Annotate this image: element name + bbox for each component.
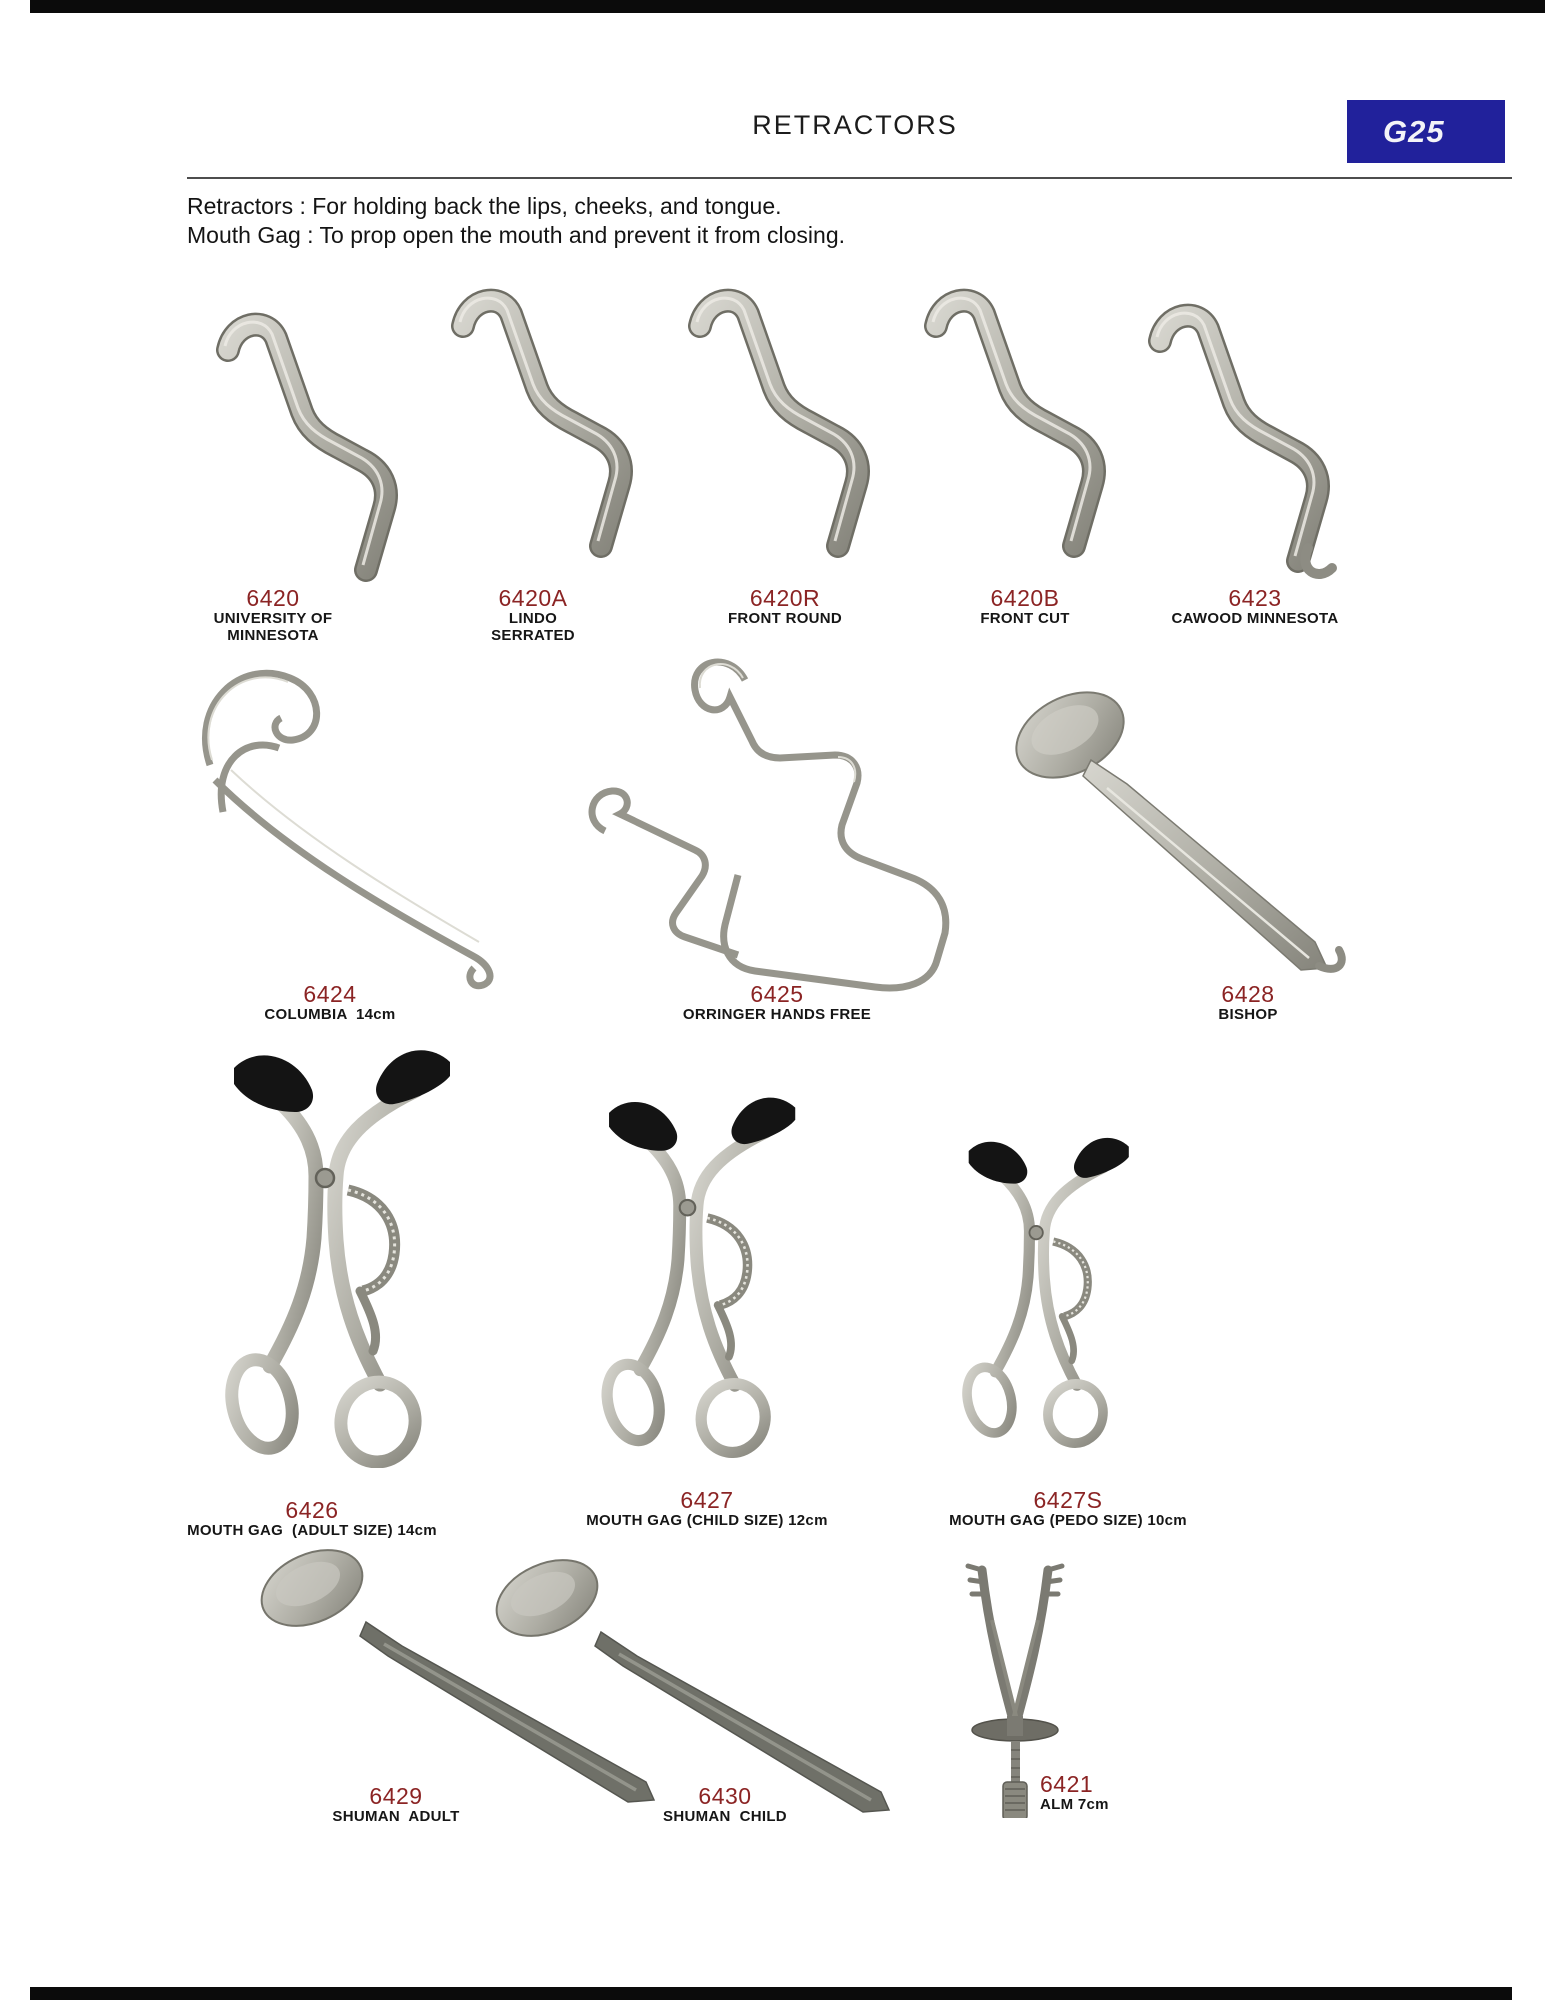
product-name-line: MOUTH GAG (CHILD SIZE) 12cm — [586, 1512, 828, 1529]
page-code-tab — [1347, 100, 1505, 163]
product-label-6424 — [200, 982, 460, 1023]
instrument-image-6423 — [1112, 248, 1362, 588]
product-label-6420B — [910, 586, 1140, 627]
instrument-image-6420R — [652, 238, 902, 568]
product-name-line: FRONT ROUND — [727, 610, 843, 627]
instrument-image-6426 — [198, 1028, 488, 1468]
top-edge-bar — [30, 0, 1545, 13]
header-divider — [187, 177, 1512, 179]
product-name-line: SHUMAN ADULT — [332, 1808, 460, 1825]
product-name-line: CAWOOD MINNESOTA — [1171, 610, 1339, 627]
product-name-line: MINNESOTA — [227, 627, 319, 644]
product-name-line: COLUMBIA 14cm — [264, 1006, 396, 1023]
product-code: 6429 — [369, 1783, 423, 1809]
product-label-6420 — [158, 586, 388, 644]
bottom-edge-bar — [30, 1987, 1512, 2000]
instrument-image-6427 — [578, 1078, 828, 1458]
product-code: 6421 — [1040, 1771, 1094, 1797]
product-label-6420R — [670, 586, 900, 627]
product-label-6427 — [547, 1488, 867, 1529]
product-code: 6427S — [1033, 1487, 1103, 1513]
product-code: 6426 — [285, 1497, 339, 1523]
intro-line-mouth-gag: Mouth Gag : To prop open the mouth and prevent it from closing. — [187, 222, 846, 248]
product-label-6425 — [647, 982, 907, 1023]
product-name-line: MOUTH GAG (PEDO SIZE) 10cm — [949, 1512, 1187, 1529]
product-label-6426 — [152, 1498, 472, 1539]
product-name-line: MOUTH GAG (ADULT SIZE) 14cm — [187, 1522, 437, 1539]
product-label-6420A — [418, 586, 648, 644]
instrument-image-6427S — [942, 1112, 1157, 1457]
instrument-image-6430 — [485, 1552, 905, 1817]
product-label-6423 — [1140, 586, 1370, 627]
product-label-6429 — [266, 1784, 526, 1825]
product-code: 6420R — [749, 585, 821, 611]
product-code: 6430 — [698, 1783, 752, 1809]
product-code: 6420B — [990, 585, 1060, 611]
product-label-6427S — [908, 1488, 1228, 1529]
instrument-image-6424 — [185, 650, 555, 990]
product-name-line: SERRATED — [491, 627, 575, 644]
page-title: RETRACTORS — [752, 110, 958, 140]
product-code: 6420 — [246, 585, 300, 611]
product-code: 6428 — [1221, 981, 1275, 1007]
instrument-image-6425 — [580, 645, 1030, 990]
instrument-image-6420B — [888, 238, 1138, 568]
product-code: 6425 — [750, 981, 804, 1007]
instrument-image-6428 — [975, 680, 1405, 980]
product-label-6421 — [1040, 1772, 1200, 1813]
product-name-line: FRONT CUT — [980, 610, 1070, 627]
page-code-label: G25 — [1383, 113, 1445, 149]
instrument-image-6420A — [415, 238, 665, 568]
product-label-6428 — [1118, 982, 1378, 1023]
product-label-6430 — [595, 1784, 855, 1825]
product-name-line: ORRINGER HANDS FREE — [682, 1006, 872, 1023]
product-name-line: SHUMAN CHILD — [663, 1808, 787, 1825]
product-code: 6420A — [498, 585, 568, 611]
product-name-line: LINDO — [508, 610, 558, 627]
product-code: 6423 — [1228, 585, 1282, 611]
intro-line-retractors: Retractors : For holding back the lips, cheeks, and tongue. — [187, 193, 782, 219]
product-code: 6424 — [303, 981, 357, 1007]
instrument-image-6420 — [180, 262, 430, 592]
product-name-line: BISHOP — [1218, 1006, 1278, 1023]
product-code: 6427 — [680, 1487, 734, 1513]
product-name-line: UNIVERSITY OF — [213, 610, 333, 627]
product-name-line: ALM 7cm — [1040, 1796, 1109, 1813]
